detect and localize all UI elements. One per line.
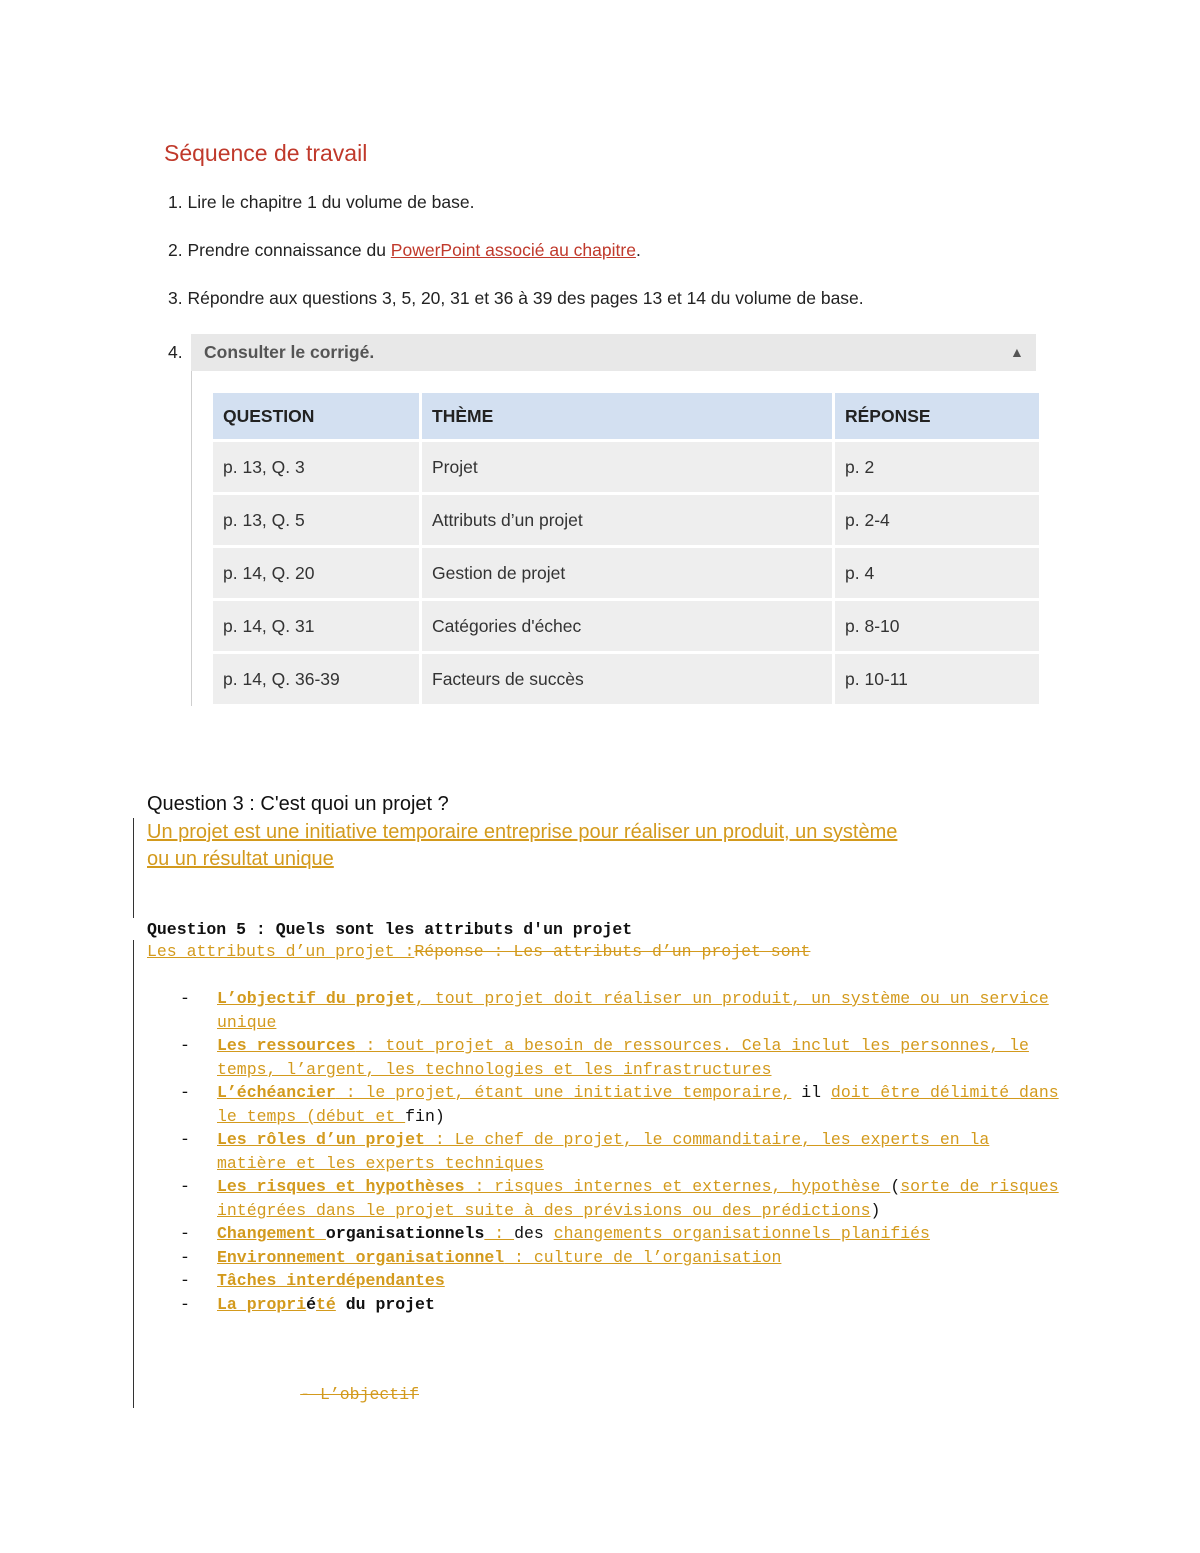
cell-reponse: p. 4 <box>835 548 1039 598</box>
step-2-prefix: 2. Prendre connaissance du <box>168 240 391 260</box>
list-item: - La propriété du projet <box>180 1294 435 1314</box>
cell-question: p. 14, Q. 36-39 <box>213 654 419 704</box>
step-1: 1. Lire le chapitre 1 du volume de base. <box>168 192 475 212</box>
powerpoint-link[interactable]: PowerPoint associé au chapitre <box>390 240 636 260</box>
header-reponse: RÉPONSE <box>835 393 1039 439</box>
intro-deleted: Réponse : Les attributs d’un projet sont <box>414 942 811 961</box>
step-3: 3. Répondre aux questions 3, 5, 20, 31 et 36 à 39 des pages 13 et 14 du volume de base. <box>168 288 864 308</box>
collapse-arrow-icon[interactable]: ▲ <box>1010 344 1024 360</box>
list-item: - Tâches interdépendantes <box>180 1271 445 1290</box>
corrige-table <box>210 390 1042 707</box>
list-item: - Changement organisationnels : des changements organisationnels planifiés <box>180 1224 930 1243</box>
cell-reponse: p. 2 <box>835 442 1039 492</box>
table-row <box>213 442 1039 492</box>
table-row <box>213 495 1039 545</box>
list-item: - Les rôles d’un projet : Le chef de projet, le commanditaire, les experts en la matière et les experts techniques <box>180 1130 990 1173</box>
cell-reponse: p. 8-10 <box>835 601 1039 651</box>
list-item: - L’échéancier : le projet, étant une initiative temporaire, il doit être délimité dans le temps (début et fin) <box>180 1083 1059 1126</box>
cell-question: p. 14, Q. 20 <box>213 548 419 598</box>
deleted-line: - L’objectif <box>300 1385 419 1404</box>
cell-theme: Catégories d'échec <box>422 601 832 651</box>
table-row <box>213 548 1039 598</box>
attributes-list <box>180 987 1060 1316</box>
accordion-divider <box>191 371 192 706</box>
cell-theme: Projet <box>422 442 832 492</box>
step-4-number: 4. <box>168 342 183 362</box>
list-item: - Environnement organisationnel : culture de l’organisation <box>180 1247 782 1267</box>
change-bar <box>133 940 134 1408</box>
table-header-row <box>213 393 1039 439</box>
cell-theme: Attributs d’un projet <box>422 495 832 545</box>
table-row <box>213 654 1039 704</box>
question-5-title: Question 5 : Quels sont les attributs d'un projet <box>147 920 633 939</box>
intro-inserted: Les attributs d’un projet : <box>147 942 415 961</box>
section-title: Séquence de travail <box>164 140 368 166</box>
cell-reponse: p. 2-4 <box>835 495 1039 545</box>
answer-line-2: ou un résultat unique <box>147 848 334 870</box>
header-question: QUESTION <box>213 393 419 439</box>
table-row <box>213 601 1039 651</box>
cell-theme: Facteurs de succès <box>422 654 832 704</box>
question-3-title: Question 3 : C'est quoi un projet ? <box>147 793 449 815</box>
step-2-suffix: . <box>635 240 641 260</box>
list-item: - Les risques et hypothèses : risques internes et externes, hypothèse (sorte de risques intégrées dans le projet suite à des prévisions ou des prédictions) <box>180 1177 1059 1220</box>
cell-question: p. 14, Q. 31 <box>213 601 419 651</box>
answer-line-1: Un projet est une initiative temporaire entreprise pour réaliser un produit, un système <box>147 821 898 843</box>
question-3-answer <box>147 819 897 873</box>
step-2 <box>168 240 641 261</box>
corrige-label[interactable]: Consulter le corrigé. <box>204 342 375 362</box>
list-item: - L’objectif du projet, tout projet doit réaliser un produit, un système ou un service unique <box>180 989 1049 1032</box>
change-bar <box>133 818 134 918</box>
question-5-intro <box>147 942 810 961</box>
list-item: - Les ressources : tout projet a besoin de ressources. Cela inclut les personnes, le temps, l’argent, les technologies et les infrastructures <box>180 1036 1029 1079</box>
cell-reponse: p. 10-11 <box>835 654 1039 704</box>
header-theme: THÈME <box>422 393 832 439</box>
cell-theme: Gestion de projet <box>422 548 832 598</box>
cell-question: p. 13, Q. 3 <box>213 442 419 492</box>
cell-question: p. 13, Q. 5 <box>213 495 419 545</box>
